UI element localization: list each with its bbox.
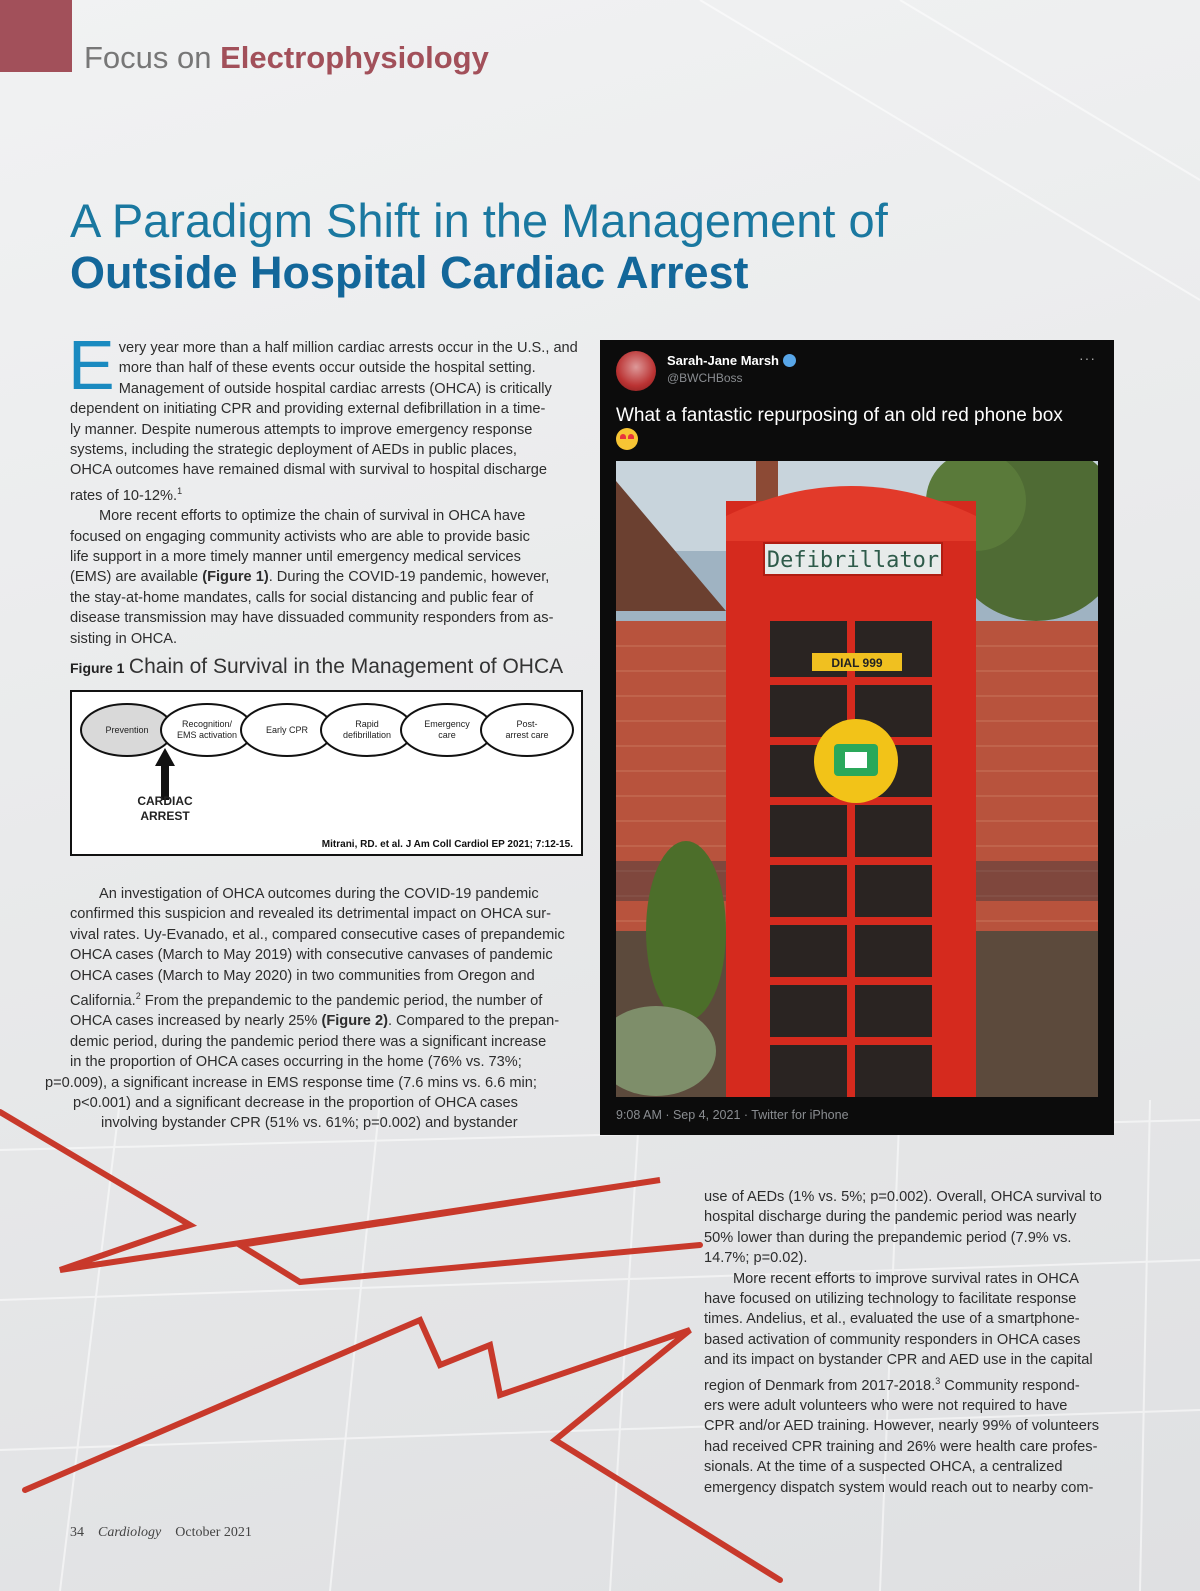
- cardiac-arrest-label: CARDIAC: [137, 794, 193, 808]
- text-line: p<0.001) and a significant decrease in the proportion of OHCA cases: [73, 1094, 518, 1111]
- text-line: based activation of community responders in OHCA cases: [704, 1331, 1081, 1348]
- tweet-timestamp: 9:08 AM · Sep 4, 2021 · Twitter for iPhone: [616, 1108, 849, 1122]
- chain-diagram: [72, 692, 581, 854]
- issue-date: October 2021: [175, 1525, 252, 1540]
- column-1-top: [68, 326, 590, 649]
- text-line: OHCA cases increased by nearly 25%: [70, 1013, 322, 1030]
- paragraph-4: [704, 1187, 1124, 1269]
- chain-label: Post-: [516, 719, 538, 729]
- paragraph-1: [68, 326, 590, 506]
- chain-label: Rapid: [355, 719, 379, 729]
- chain-label: defibrillation: [342, 730, 392, 740]
- tweet-handle: @BWCHBoss: [667, 371, 743, 385]
- text-line: confirmed this suspicion and revealed its detrimental impact on OHCA sur-: [70, 906, 551, 923]
- tweet-user-name: [667, 353, 796, 368]
- text-line: demic period, during the pandemic period there was a significant increase: [70, 1033, 547, 1050]
- text-line: emergency dispatch system would reach out to nearby com-: [704, 1479, 1094, 1496]
- reference-mark: 2: [135, 991, 141, 1002]
- text-line: Management of outside hospital cardiac arrests (OHCA) is critically: [118, 380, 552, 397]
- section-name: Electrophysiology: [220, 40, 489, 75]
- text-line: region of Denmark from 2017-2018.: [704, 1377, 936, 1394]
- figure-label: Figure 1: [70, 660, 125, 676]
- drop-cap: E: [68, 326, 115, 404]
- chain-label: care: [438, 730, 456, 740]
- text-line: An investigation of OHCA outcomes during the COVID-19 pandemic: [99, 886, 539, 902]
- tweet-body: What a fantastic repurposing of an old red phone box: [616, 405, 1063, 426]
- tweet-screenshot: [600, 340, 1114, 1135]
- reference-mark: 3: [935, 1375, 941, 1386]
- phone-box-illustration: [616, 461, 1098, 1097]
- figure-citation: Mitrani, RD. et al. J Am Coll Cardiol EP 2021; 7:12-15.: [321, 839, 573, 850]
- chain-label: Early CPR: [265, 725, 309, 735]
- column-2: [704, 1187, 1124, 1498]
- text-line: . During the COVID-19 pandemic, however,: [268, 569, 550, 586]
- paragraph-5: [704, 1269, 1124, 1498]
- text-line: p=0.009), a significant increase in EMS response time (7.6 mins vs. 6.6 min;: [45, 1074, 537, 1091]
- title-line-2: Outside Hospital Cardiac Arrest: [70, 247, 749, 298]
- text-line: More recent efforts to improve survival rates in OHCA: [733, 1270, 1080, 1287]
- text-line: ly manner. Despite numerous attempts to improve emergency response: [70, 421, 533, 438]
- figure-title: Chain of Survival in the Management of OHCA: [128, 655, 564, 678]
- section-header: [84, 40, 489, 76]
- ecg-zigzag-decoration: [0, 1090, 800, 1591]
- chain-label: Recognition/: [181, 719, 233, 729]
- text-line: in the proportion of OHCA cases occurring in the home (76% vs. 73%;: [70, 1054, 522, 1071]
- text-line: 14.7%; p=0.02).: [704, 1250, 808, 1267]
- text-line: More recent efforts to optimize the chain of survival in OHCA have: [99, 508, 526, 525]
- chain-label: Emergency: [424, 719, 470, 729]
- article-title: [70, 195, 888, 299]
- page-footer: [70, 1525, 252, 1541]
- text-line: very year more than a half million cardiac arrests occur in the U.S., and: [118, 340, 578, 356]
- text-line: Community respond-: [940, 1377, 1080, 1394]
- text-line: (EMS) are available: [70, 569, 203, 586]
- section-prefix: Focus on: [84, 40, 221, 75]
- column-1-bottom: [45, 884, 590, 1134]
- text-line: more than half of these events occur outside the hospital setting.: [118, 360, 536, 377]
- paragraph-3: [45, 884, 590, 1134]
- tweet-text: [616, 404, 1106, 453]
- text-line: sionals. At the time of a suspected OHCA, a centralized: [704, 1459, 1063, 1476]
- text-line: disease transmission may have dissuaded community responders from as-: [70, 610, 554, 627]
- chain-label: Prevention: [105, 725, 149, 735]
- figure-1-chain-of-survival: [70, 690, 583, 856]
- text-line: life support in a more timely manner until emergency medical services: [70, 548, 521, 565]
- text-line: times. Andelius, et al., evaluated the use of a smartphone-: [704, 1311, 1080, 1328]
- text-line: systems, including the strategic deployment of AEDs in public places,: [70, 442, 517, 459]
- reference-mark: 1: [177, 485, 183, 496]
- text-line: have focused on utilizing technology to facilitate response: [704, 1291, 1077, 1308]
- text-line: California.: [70, 992, 136, 1009]
- verified-badge-icon: [783, 354, 796, 367]
- figure-2-reference: (Figure 2): [321, 1013, 388, 1030]
- text-line: ers were adult volunteers who were not required to have: [704, 1397, 1068, 1414]
- text-line: CPR and/or AED training. However, nearly 99% of volunteers: [704, 1418, 1100, 1435]
- defibrillator-sign-text: Defibrillator: [766, 548, 940, 573]
- text-line: had received CPR training and 26% were health care profes-: [704, 1438, 1098, 1455]
- dial-999-plate-text: DIAL 999: [831, 656, 883, 670]
- chain-label: EMS activation: [176, 730, 238, 740]
- paragraph-2: [70, 506, 590, 649]
- avatar: [616, 351, 656, 391]
- text-line: OHCA cases (March to May 2019) with consecutive canvases of pandemic: [70, 947, 553, 964]
- text-line: OHCA outcomes have remained dismal with survival to hospital discharge: [70, 462, 547, 479]
- text-line: and its impact on bystander CPR and AED use in the capital: [704, 1352, 1093, 1369]
- text-line: vival rates. Uy-Evanado, et al., compared consecutive cases of prepandemic: [70, 926, 565, 943]
- text-line: From the prepandemic to the pandemic period, the number of: [140, 992, 543, 1009]
- text-line: dependent on initiating CPR and providing external defibrillation in a time-: [70, 401, 546, 418]
- page-number: 34: [70, 1525, 84, 1540]
- corner-accent-block: [0, 0, 72, 72]
- text-line: hospital discharge during the pandemic period was nearly: [704, 1209, 1077, 1226]
- arrow-up-icon: [155, 748, 175, 800]
- heart-eyes-emoji-icon: [616, 428, 638, 450]
- cardiac-arrest-label: ARREST: [140, 809, 190, 823]
- text-line: 50% lower than during the prepandemic period (7.9% vs.: [704, 1229, 1072, 1246]
- user-name-text: Sarah-Jane Marsh: [667, 353, 779, 368]
- tweet-photo-phone-box: [616, 461, 1098, 1097]
- text-line: sisting in OHCA.: [70, 630, 178, 647]
- text-line: use of AEDs (1% vs. 5%; p=0.002). Overall, OHCA survival to: [704, 1189, 1102, 1205]
- magazine-name: Cardiology: [98, 1525, 162, 1540]
- text-line: rates of 10-12%.: [70, 487, 178, 504]
- figure-1-caption: [70, 655, 563, 679]
- text-line: focused on engaging community activists who are able to provide basic: [70, 528, 530, 545]
- chain-label: arrest care: [505, 730, 549, 740]
- more-options-icon: ···: [1079, 350, 1096, 366]
- text-line: involving bystander CPR (51% vs. 61%; p=0.002) and bystander: [101, 1115, 518, 1132]
- text-line: OHCA cases (March to May 2020) in two communities from Oregon and: [70, 967, 535, 984]
- text-line: the stay-at-home mandates, calls for social distancing and public fear of: [70, 589, 534, 606]
- text-line: . Compared to the prepan-: [387, 1013, 560, 1030]
- title-line-1: A Paradigm Shift in the Management of: [70, 194, 888, 247]
- figure-1-reference: (Figure 1): [202, 569, 269, 586]
